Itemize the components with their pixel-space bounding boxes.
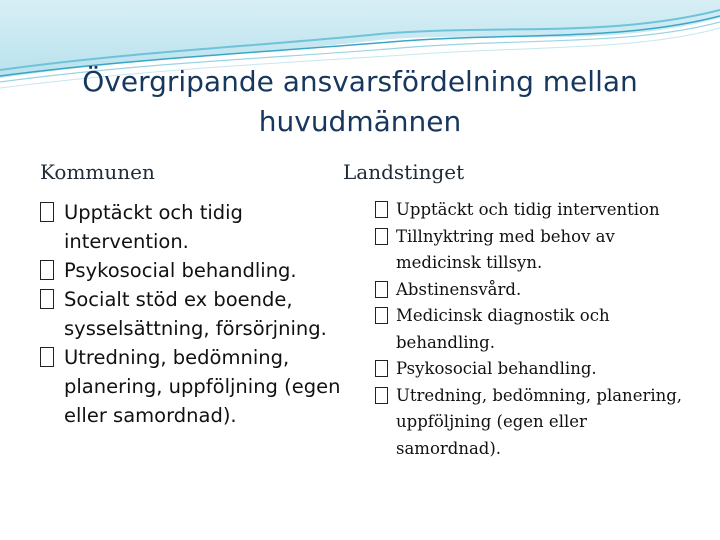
right-column-heading: Landstinget [343, 160, 465, 184]
list-item: Psykosocial behandling. [375, 356, 695, 383]
list-item: Medicinsk diagnostik och behandling. [375, 303, 695, 356]
bullet-box-icon [375, 228, 388, 245]
bullet-box-icon [375, 201, 388, 218]
bullet-box-icon [40, 347, 54, 367]
bullet-box-icon [375, 281, 388, 298]
left-column-heading: Kommunen [40, 160, 155, 184]
slide-title-line-2: huvudmännen [258, 105, 462, 138]
slide-title [20, 62, 700, 142]
bullet-box-icon [40, 260, 54, 280]
right-column-list [375, 197, 695, 462]
bullet-box-icon [40, 202, 54, 222]
list-item: Psykosocial behandling. [40, 256, 360, 285]
bullet-box-icon [375, 360, 388, 377]
slide-title-line-1: Övergripande ansvarsfördelning mellan [82, 65, 638, 98]
list-item: Tillnyktring med behov av medicinsk tillsyn. [375, 224, 695, 277]
left-column-list [40, 198, 360, 430]
list-item: Utredning, bedömning, planering, uppföljning (egen eller samordnad). [40, 343, 360, 430]
list-item: Socialt stöd ex boende, sysselsättning, försörjning. [40, 285, 360, 343]
list-item: Abstinensvård. [375, 277, 695, 304]
list-item: Utredning, bedömning, planering, uppföljning (egen eller samordnad). [375, 383, 695, 463]
bullet-box-icon [375, 387, 388, 404]
bullet-box-icon [375, 307, 388, 324]
list-item: Upptäckt och tidig intervention. [40, 198, 360, 256]
list-item: Upptäckt och tidig intervention [375, 197, 695, 224]
bullet-box-icon [40, 289, 54, 309]
